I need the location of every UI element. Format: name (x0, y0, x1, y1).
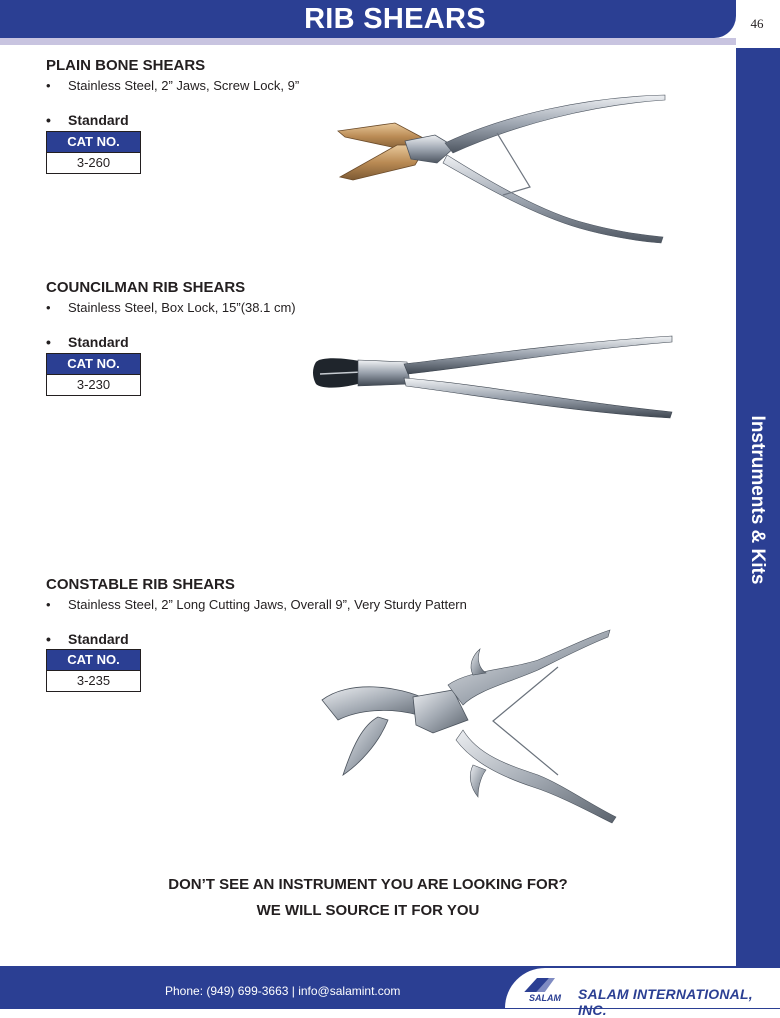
standard-label: • Standard (46, 112, 129, 128)
product-spec-text: Stainless Steel, Box Lock, 15”(38.1 cm) (68, 300, 296, 315)
product-spec-text: Stainless Steel, 2” Jaws, Screw Lock, 9” (68, 78, 300, 93)
product-councilman-rib-shears (46, 279, 296, 316)
plain-bone-shears-image (335, 85, 670, 245)
product-spec: • Stainless Steel, Box Lock, 15”(38.1 cm) (46, 300, 296, 315)
product-spec: • Stainless Steel, 2” Long Cutting Jaws, Overall 9”, Very Sturdy Pattern (46, 597, 467, 612)
cat-no-header: CAT NO. (47, 132, 140, 152)
standard-label: • Standard (46, 334, 129, 350)
councilman-rib-shears-image (312, 332, 677, 422)
cta-line-1: DON’T SEE AN INSTRUMENT YOU ARE LOOKING FOR? (168, 876, 568, 893)
cat-no-table (46, 131, 141, 174)
cat-no-value: 3-260 (47, 152, 140, 173)
header-accent-stripe (0, 38, 736, 45)
constable-rib-shears-image (318, 625, 618, 825)
product-title: COUNCILMAN RIB SHEARS (46, 279, 246, 296)
product-spec: • Stainless Steel, 2” Jaws, Screw Lock, 9” (46, 78, 300, 93)
standard-text: Standard (68, 112, 129, 128)
standard-text: Standard (68, 334, 129, 350)
salam-logo-icon (515, 974, 575, 1004)
logo-mark-text: SALAM (529, 993, 561, 1003)
product-title: CONSTABLE RIB SHEARS (46, 576, 235, 593)
product-constable-rib-shears (46, 576, 467, 613)
side-tab-label: Instruments & Kits (747, 415, 768, 585)
cat-no-table (46, 649, 141, 692)
cat-no-table (46, 353, 141, 396)
standard-text: Standard (68, 631, 129, 647)
product-plain-bone-shears (46, 57, 299, 94)
product-title: PLAIN BONE SHEARS (46, 57, 206, 74)
cta-line-2: WE WILL SOURCE IT FOR YOU (256, 902, 480, 919)
cat-no-header: CAT NO. (47, 354, 140, 374)
page-title: RIB SHEARS (304, 3, 486, 35)
footer-contact: Phone: (949) 699-3663 | info@salamint.com (165, 984, 401, 998)
cat-no-value: 3-235 (47, 670, 140, 691)
cat-no-value: 3-230 (47, 374, 140, 395)
company-name: SALAM INTERNATIONAL, INC. (578, 986, 753, 1018)
cat-no-header: CAT NO. (47, 650, 140, 670)
standard-label: • Standard (46, 631, 129, 647)
page-number: 46 (750, 16, 764, 31)
product-spec-text: Stainless Steel, 2” Long Cutting Jaws, Overall 9”, Very Sturdy Pattern (68, 597, 467, 612)
